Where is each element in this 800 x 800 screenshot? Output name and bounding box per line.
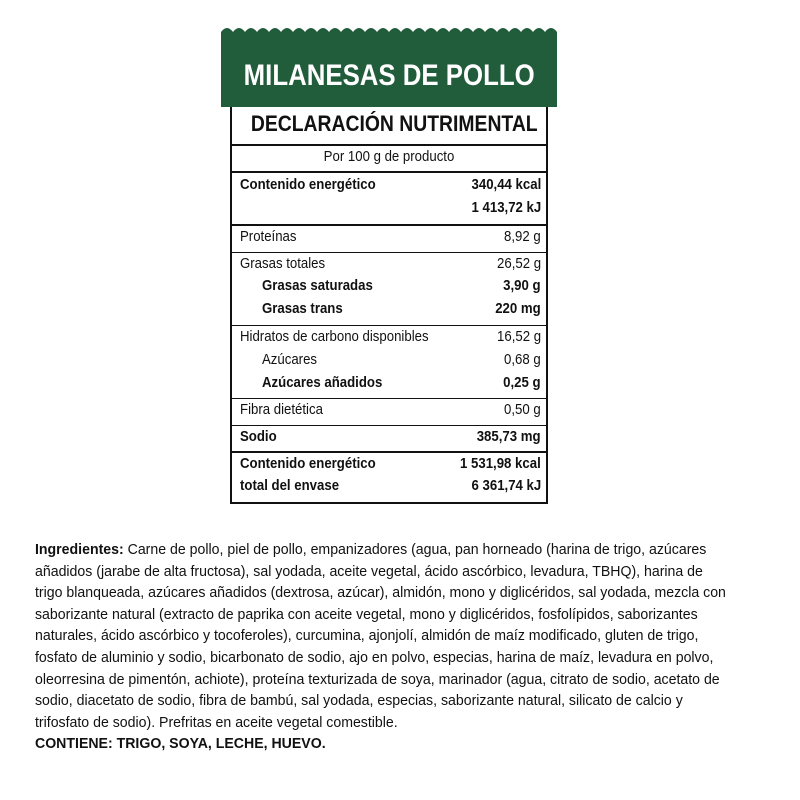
ingredients-line: añadidos (jarabe de alta fructosa), sal yodada, aceite vegetal, ácido ascórbico, levadura, TBHQ), harina de: [35, 562, 703, 580]
nutrition-facts-panel: [230, 107, 548, 504]
nutrient-label-sodium: Sodio: [240, 428, 277, 445]
divider: [232, 144, 546, 146]
nutrient-label-saturated-fat: Grasas saturadas: [262, 277, 373, 294]
nutrient-value-total-fat: 26,52 g: [496, 255, 541, 272]
nutrient-label-total-fat: Grasas totales: [240, 255, 326, 272]
serving-basis: Por 100 g de producto: [323, 148, 455, 165]
product-title: MILANESAS DE POLLO: [243, 59, 535, 92]
nutrient-label-energy: Contenido energético: [240, 176, 376, 193]
nutrient-label-trans-fat: Grasas trans: [262, 300, 343, 317]
ingredients-line: trigo blanqueada, azúcares añadidos (dextrosa, azúcar), almidón, mono y diglicéridos, sal yodada, mezcla con: [35, 584, 726, 602]
divider: [232, 451, 546, 453]
divider: [232, 171, 546, 173]
allergen-statement: CONTIENE: TRIGO, SOYA, LECHE, HUEVO.: [35, 735, 326, 753]
nutrient-value-sugars: 0,68 g: [504, 351, 541, 368]
ingredients-line: oleorresina de pimentón, achiote), proteína texturizada de soya, marinador (agua, citrato de sodio, acetato de: [35, 670, 720, 688]
nutrient-label-total-package: total del envase: [240, 477, 340, 494]
divider: [232, 224, 546, 226]
ingredients-line: Ingredientes: Carne de pollo, piel de pollo, empanizadores (agua, pan horneado (harina de trigo, azúcares: [35, 541, 707, 558]
nutrient-label-total-energy: Contenido energético: [240, 455, 376, 472]
nutrient-value-fiber: 0,50 g: [504, 401, 541, 418]
nutrient-label-protein: Proteínas: [240, 228, 297, 245]
nutrient-value-sodium: 385,73 mg: [477, 428, 541, 445]
nutrient-value-saturated-fat: 3,90 g: [503, 277, 541, 294]
ingredients-line: fosfato de aluminio y sodio, bicarbonato de sodio, ajo en polvo, especias, harina de maíz, levadura en polvo,: [35, 648, 714, 666]
panel-title: DECLARACIÓN NUTRIMENTAL: [250, 111, 538, 136]
divider: [232, 325, 546, 326]
nutrient-value-energy-kj: 1 413,72 kJ: [471, 199, 541, 216]
divider: [232, 425, 546, 426]
ingredients-line: trifosfato de sodio). Prefritas en aceite vegetal comestible.: [35, 713, 398, 731]
nutrient-value-energy-kcal: 340,44 kcal: [471, 176, 541, 193]
nutrient-label-added-sugars: Azúcares añadidos: [262, 374, 383, 391]
ingredients-block: [35, 539, 765, 755]
nutrient-value-trans-fat: 220 mg: [495, 300, 541, 317]
nutrient-label-carbs: Hidratos de carbono disponibles: [240, 328, 429, 345]
divider: [232, 252, 546, 253]
ingredients-line: naturales, ácido ascórbico y tocoferoles), curcumina, ajonjolí, almidón de maíz modificado, gluten de trigo,: [35, 627, 699, 645]
ingredients-line: saborizante natural (extracto de paprika con aceite vegetal, mono y diglicéridos, fosfolípidos, saborizantes: [35, 605, 698, 623]
nutrient-value-total-energy-kcal: 1 531,98 kcal: [460, 455, 541, 472]
banner-scallop-edge: [221, 26, 557, 38]
ingredients-heading: Ingredientes:: [35, 541, 124, 558]
nutrient-value-added-sugars: 0,25 g: [503, 374, 541, 391]
nutrient-label-fiber: Fibra dietética: [240, 401, 323, 418]
nutrient-value-total-energy-kj: 6 361,74 kJ: [471, 477, 541, 494]
product-banner: [221, 35, 557, 107]
nutrient-value-carbs: 16,52 g: [496, 328, 541, 345]
nutrient-value-protein: 8,92 g: [504, 228, 541, 245]
ingredients-line: sodio, diacetato de sodio, fibra de bambú, sal yodada, especias, saborizante natural, silicato de calcio y: [35, 692, 683, 710]
divider: [232, 398, 546, 399]
nutrient-label-sugars: Azúcares: [262, 351, 318, 368]
